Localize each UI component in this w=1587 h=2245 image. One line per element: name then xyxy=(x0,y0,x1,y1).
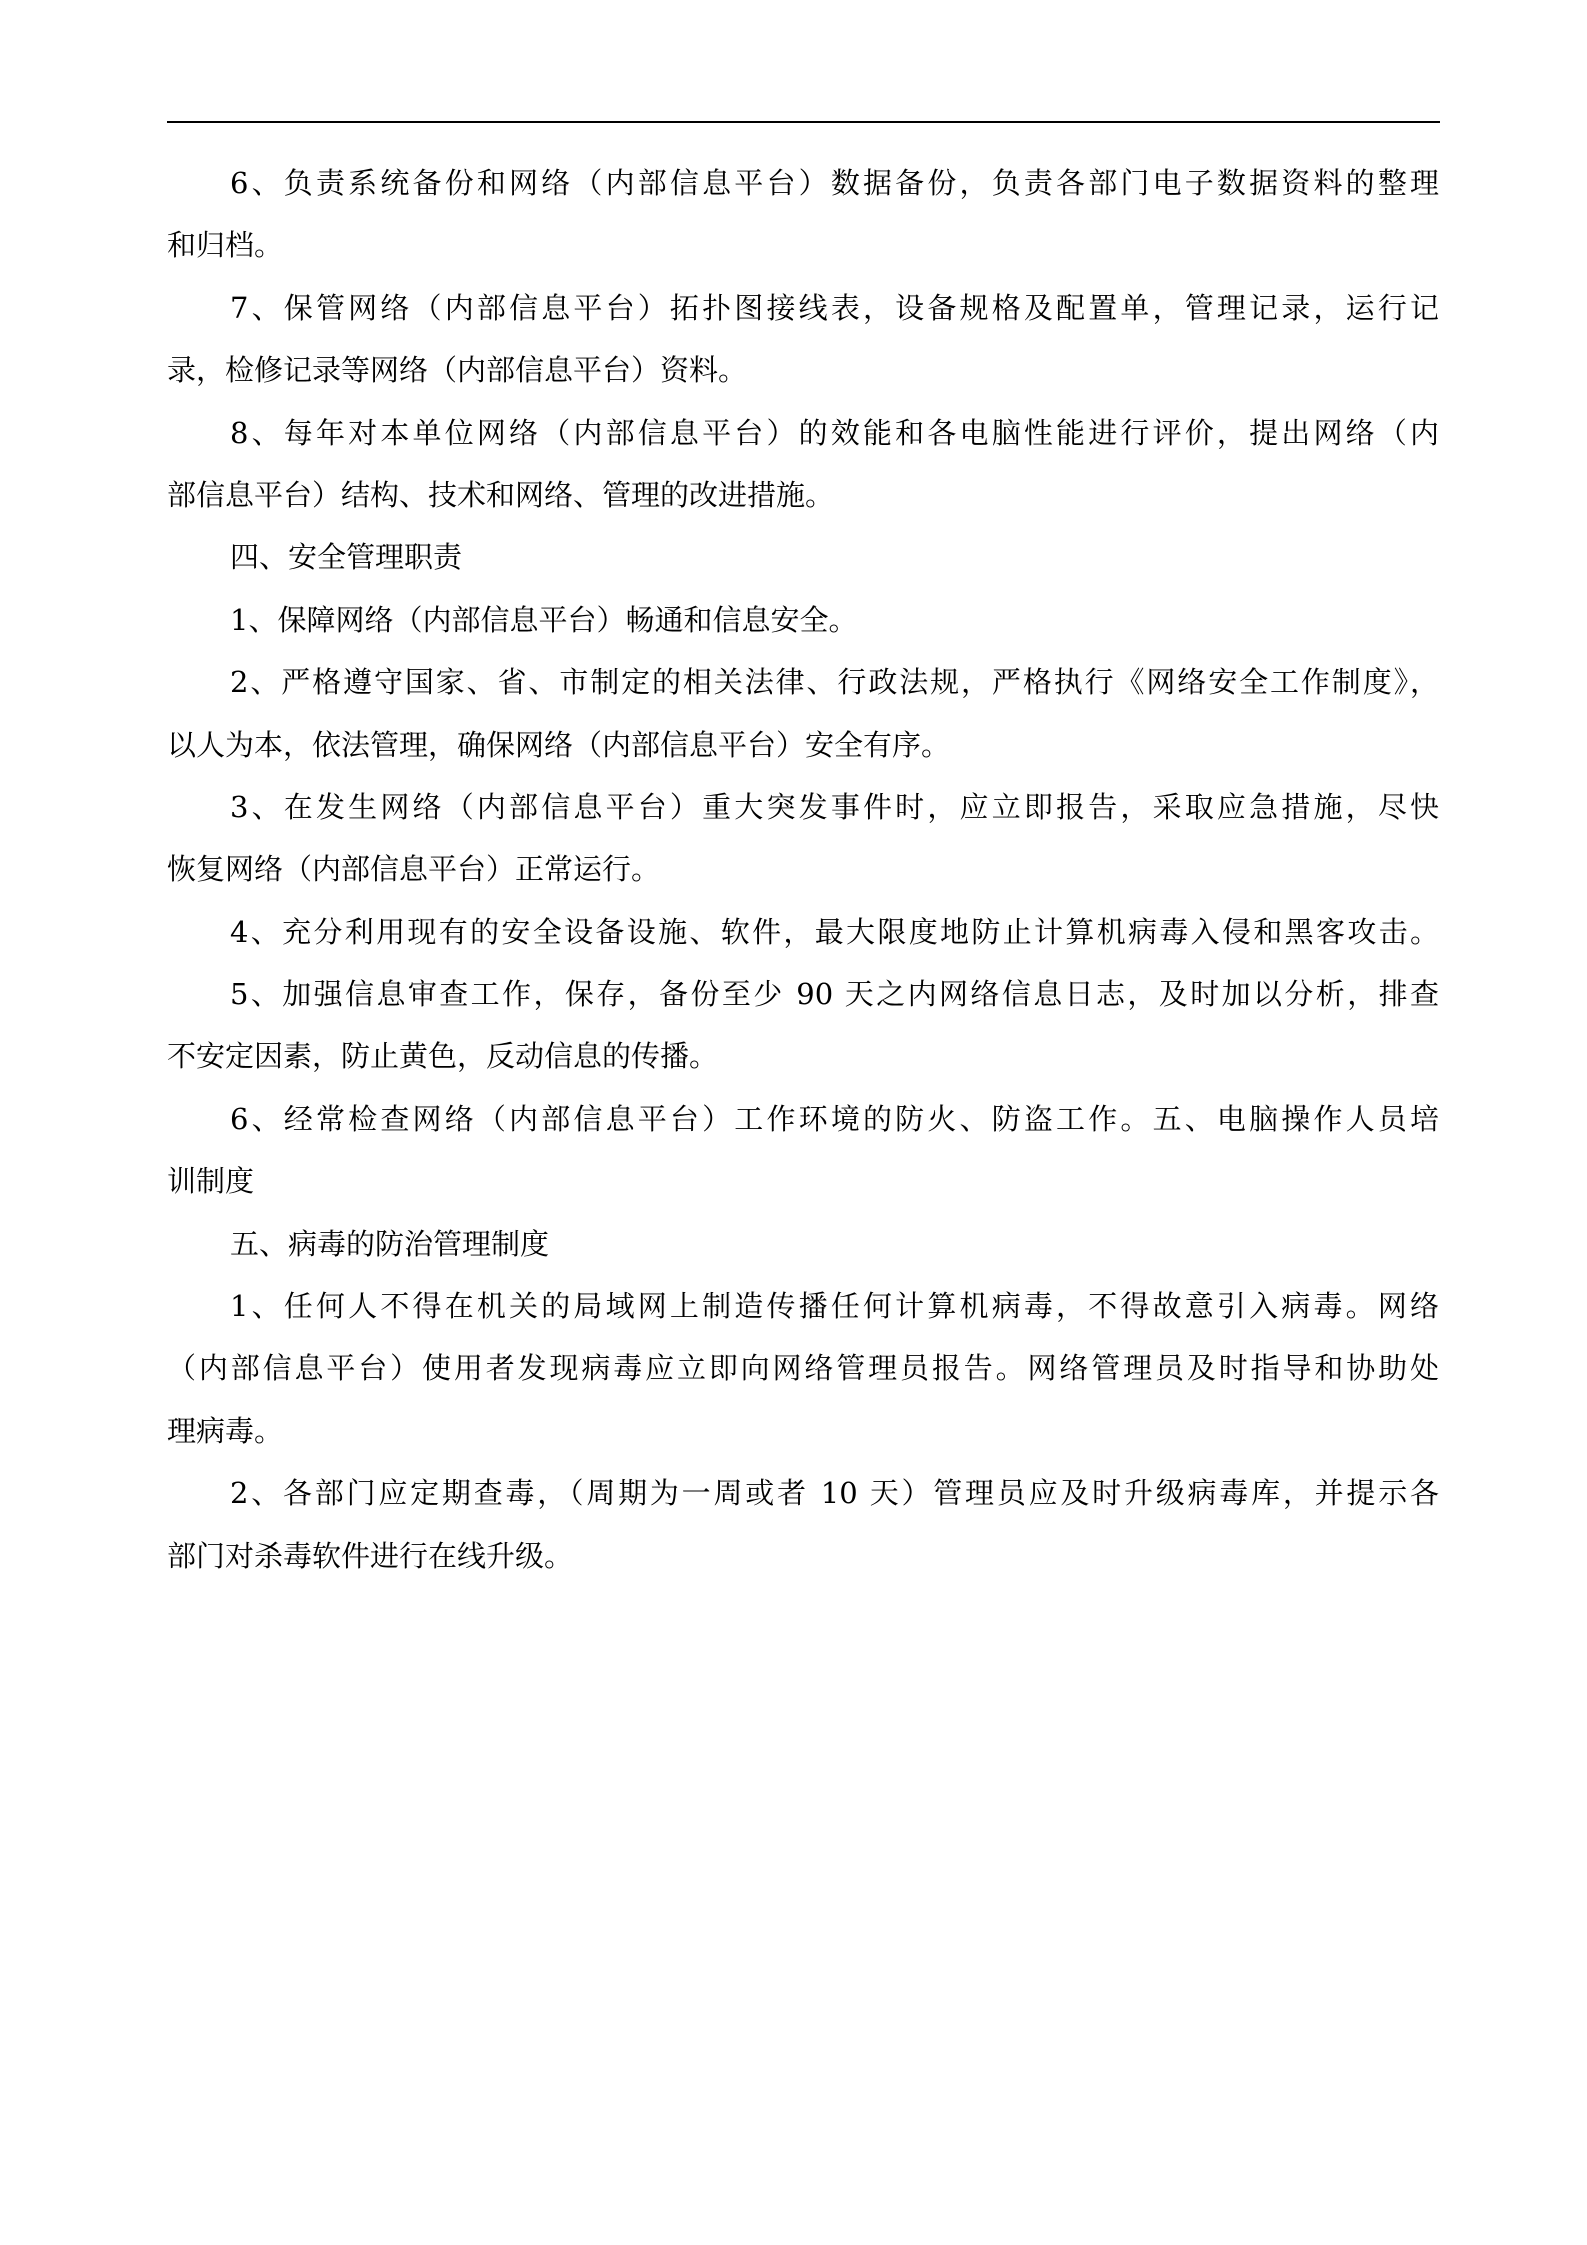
text-line: 2、各部门应定期查毒，（周期为一周或者 10 天）管理员应及时升级病毒库，并提示各 xyxy=(230,1476,1439,1511)
paragraph-security-3 xyxy=(167,776,1439,901)
section-heading: 五、病毒的防治管理制度 xyxy=(230,1226,550,1261)
paragraph-virus-2 xyxy=(167,1462,1439,1587)
text-line: 6、经常检查网络（内部信息平台）工作环境的防火、防盗工作。五、电脑操作人员培 xyxy=(230,1101,1439,1136)
header-rule xyxy=(167,121,1440,123)
text-line: 部门对杀毒软件进行在线升级。 xyxy=(167,1538,574,1573)
section-heading-security xyxy=(167,526,1439,588)
section-heading-virus xyxy=(167,1213,1439,1275)
text-line: 以人为本，依法管理，确保网络（内部信息平台）安全有序。 xyxy=(167,727,951,762)
text-line: 5、加强信息审查工作，保存，备份至少 90 天之内网络信息日志，及时加以分析，排查 xyxy=(230,977,1439,1012)
paragraph-security-5 xyxy=(167,963,1439,1088)
text-line: 6、负责系统备份和网络（内部信息平台）数据备份，负责各部门电子数据资料的整理 xyxy=(230,166,1439,200)
text-line: 3、在发生网络（内部信息平台）重大突发事件时，应立即报告，采取应急措施，尽快 xyxy=(230,789,1439,824)
text-line: 和归档。 xyxy=(167,228,284,263)
text-line: 理病毒。 xyxy=(167,1413,284,1448)
section-heading: 四、安全管理职责 xyxy=(230,540,463,575)
paragraph-backup xyxy=(167,152,1439,277)
paragraph-security-2 xyxy=(167,651,1439,776)
text-line: 不安定因素，防止黄色，反动信息的传播。 xyxy=(167,1039,719,1074)
text-line: 4、充分利用现有的安全设备设施、软件，最大限度地防止计算机病毒入侵和黑客攻击。 xyxy=(230,914,1439,949)
text-line: 8、每年对本单位网络（内部信息平台）的效能和各电脑性能进行评价，提出网络（内 xyxy=(230,415,1439,450)
text-line: 恢复网络（内部信息平台）正常运行。 xyxy=(167,852,661,887)
paragraph-virus-1 xyxy=(167,1275,1439,1462)
paragraph-security-6 xyxy=(167,1088,1439,1213)
document-body xyxy=(167,152,1439,1587)
text-line: 2、严格遵守国家、省、市制定的相关法律、行政法规，严格执行《网络安全工作制度》， xyxy=(230,665,1439,700)
paragraph-records xyxy=(167,277,1439,402)
paragraph-evaluation xyxy=(167,402,1439,527)
text-line: 录，检修记录等网络（内部信息平台）资料。 xyxy=(167,353,748,388)
paragraph-security-1 xyxy=(167,589,1439,651)
text-line: 1、任何人不得在机关的局域网上制造传播任何计算机病毒，不得故意引入病毒。网络 xyxy=(230,1289,1439,1324)
text-line: （内部信息平台）使用者发现病毒应立即向网络管理员报告。网络管理员及时指导和协助处 xyxy=(167,1351,1439,1386)
text-line: 7、保管网络（内部信息平台）拓扑图接线表，设备规格及配置单，管理记录，运行记 xyxy=(230,290,1439,325)
paragraph-security-4 xyxy=(167,901,1439,963)
text-line: 1、保障网络（内部信息平台）畅通和信息安全。 xyxy=(230,602,858,637)
text-line: 训制度 xyxy=(167,1164,255,1199)
text-line: 部信息平台）结构、技术和网络、管理的改进措施。 xyxy=(167,477,835,512)
